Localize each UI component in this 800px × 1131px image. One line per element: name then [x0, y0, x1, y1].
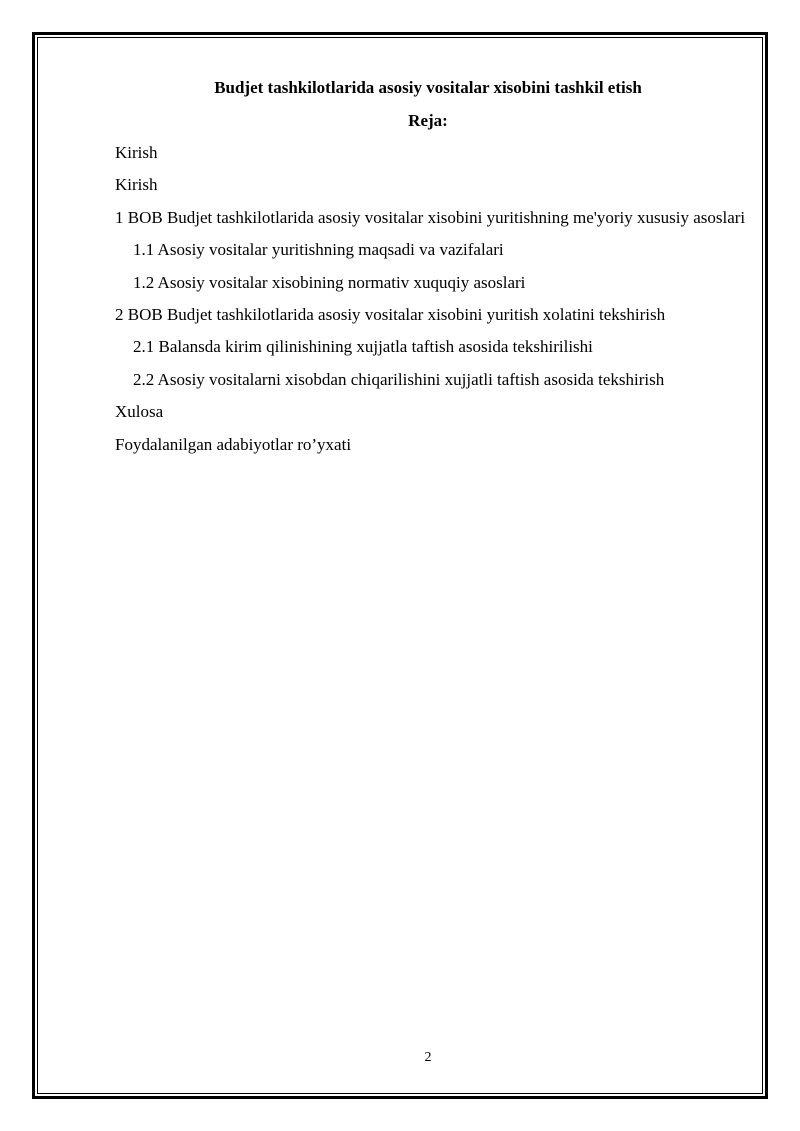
toc-item-conclusion: Xulosa: [115, 402, 164, 422]
toc-item-section-2-1: 2.1 Balansda kirim qilinishining xujjatla taftish asosida tekshirilishi: [133, 337, 593, 357]
table-of-contents: [115, 137, 755, 461]
page-number: 2: [424, 1050, 432, 1065]
toc-item-section-2-2: 2.2 Asosiy vositalarni xisobdan chiqarilishini xujjatli taftish asosida tekshirish: [133, 369, 665, 389]
toc-item-chapter-2: 2 BOB Budjet tashkilotlarida asosiy vositalar xisobini yuritish xolatini tekshirish: [115, 305, 666, 325]
toc-item-section-1-1: 1.1 Asosiy vositalar yuritishning maqsadi va vazifalari: [133, 240, 504, 260]
toc-item-introduction: Kirish: [115, 143, 158, 162]
document-title: Budjet tashkilotlarida asosiy vositalar xisobini tashkil etish: [214, 78, 642, 97]
plan-heading: Reja:: [408, 111, 448, 130]
toc-item-chapter-1: 1 BOB Budjet tashkilotlarida asosiy vositalar xisobini yuritishning me'yoriy xususiy asoslari: [115, 207, 746, 227]
toc-item-section-1-2: 1.2 Asosiy vositalar xisobining normativ xuquqiy asoslari: [133, 272, 526, 292]
toc-item-references: Foydalanilgan adabiyotlar ro’yxati: [115, 434, 352, 454]
toc-item-introduction-repeat: Kirish: [115, 175, 158, 195]
